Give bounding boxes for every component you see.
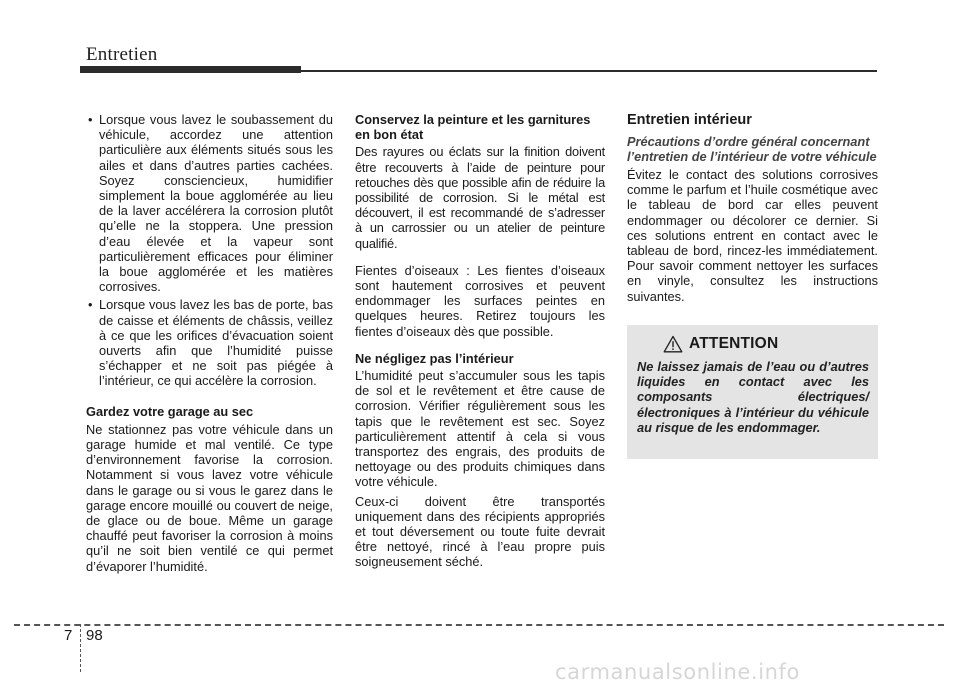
header-rule-thick	[80, 66, 301, 73]
attention-box	[627, 325, 878, 459]
header-rule-thin	[301, 70, 877, 72]
bullet-item-underbody	[86, 112, 333, 294]
bullet-dot: •	[88, 112, 93, 127]
column-left	[86, 112, 333, 574]
section-subtitle: Précautions d’ordre général concernant l’entretien de l’intérieur de votre véhicule	[627, 134, 877, 164]
attention-text: Ne laissez jamais de l’eau ou d’autres liquides en contact avec les composants électriques/électroniques à l’intérieur du véhicule au risque de les endommager.	[637, 359, 869, 435]
interior-heading: Ne négligez pas l’intérieur	[355, 350, 514, 366]
attention-title: ATTENTION	[689, 335, 779, 352]
bird-droppings-paragraph: Fientes d’oiseaux : Les fientes d’oiseaux sont hautement corrosives et peuvent endommager les surfaces peintes en quelques heures. Retirez toujours les fientes d’oiseaux dès que possible.	[355, 262, 605, 339]
column-right	[627, 112, 878, 304]
interior-care-paragraph: Évitez le contact des solutions corrosives comme le parfum et l’huile cosmétique avec le tableau de bord car elles peuvent endommager ou décolorer ce dernier. Si ces solutions entrent en contact avec le tableau de bord, rincez-les immédiatement. Pour savoir comment nettoyer les surfaces en vinyle, consultez les instructions suivantes.	[627, 167, 878, 304]
transport-paragraph: Ceux-ci doivent être transportés uniquement dans des récipients appropriés et tout déversement ou toute fuite devrait être nettoyé, rincé à l’eau propre puis soigneusement séché.	[355, 493, 605, 570]
section-title-interior-care: Entretien intérieur	[627, 112, 752, 128]
interior-paragraph: L’humidité peut s’accumuler sous les tapis de sol et le revêtement et être cause de corrosion. Vérifier régulièrement sous les tapis que le revêtement est sec. Soyez particulièrement attentif à cela si vous transportez des engrais, des produits de nettoyage ou des produits chimiques dans votre véhicule.	[355, 368, 605, 490]
bullet-item-door-sills	[86, 297, 333, 388]
column-middle	[355, 112, 605, 570]
garage-paragraph: Ne stationnez pas votre véhicule dans un garage humide et mal ventilé. Ce type d’environnement favorise la corrosion. Notamment si vous lavez votre véhicule dans le garage ou si vous le garez dans le garage encore mouillé ou couvert de neige, de glace ou de boue. Même un garage chauffé peut favoriser la corrosion à moins qu’il ne soit bien ventilé ce qui permet d’évaporer l’humidité.	[86, 421, 333, 574]
chapter-number: 7	[64, 627, 73, 644]
footer-rule	[14, 624, 944, 626]
attention-header	[663, 335, 778, 353]
watermark-text: carmanualsonline.info	[555, 660, 800, 684]
page-title: Entretien	[86, 44, 158, 65]
bullet-text: Lorsque vous lavez les bas de porte, bas de caisse et éléments de châssis, veillez à ce que les orifices d’évacuation soient ouverts afin que l’humidité puisse s’échapper et ne soit pas piégée à l’intérieur, ce qui accélère la corrosion.	[99, 297, 333, 389]
page-number: 98	[86, 627, 103, 644]
warning-triangle-icon	[663, 335, 683, 353]
footer-divider	[80, 624, 81, 672]
paint-heading: Conservez la peinture et les garnitures en bon état	[355, 112, 591, 143]
bullet-dot: •	[88, 297, 93, 313]
paint-paragraph: Des rayures ou éclats sur la finition doivent être recouverts à l’aide de peinture pour retouches dès que possible afin de réduire la possibilité de corrosion. Si le métal est découvert, il est recommandé de s’adresser à un carrossier ou un atelier de peinture qualifié.	[355, 144, 605, 251]
bullet-text: Lorsque vous lavez le soubassement du véhicule, accordez une attention particulière aux éléments situés sous les ailes et dans d’autres parties cachées. Soyez consciencieux, humidifier simplement la boue agglomérée au lieu de la laver accélérera la corrosion plutôt qu’elle ne la stoppera. Une pression d’eau élevée et la vapeur sont particulièrement efficaces pour éliminer la boue agglomérée et les matières corrosives.	[99, 112, 333, 295]
garage-heading: Gardez votre garage au sec	[86, 403, 254, 419]
